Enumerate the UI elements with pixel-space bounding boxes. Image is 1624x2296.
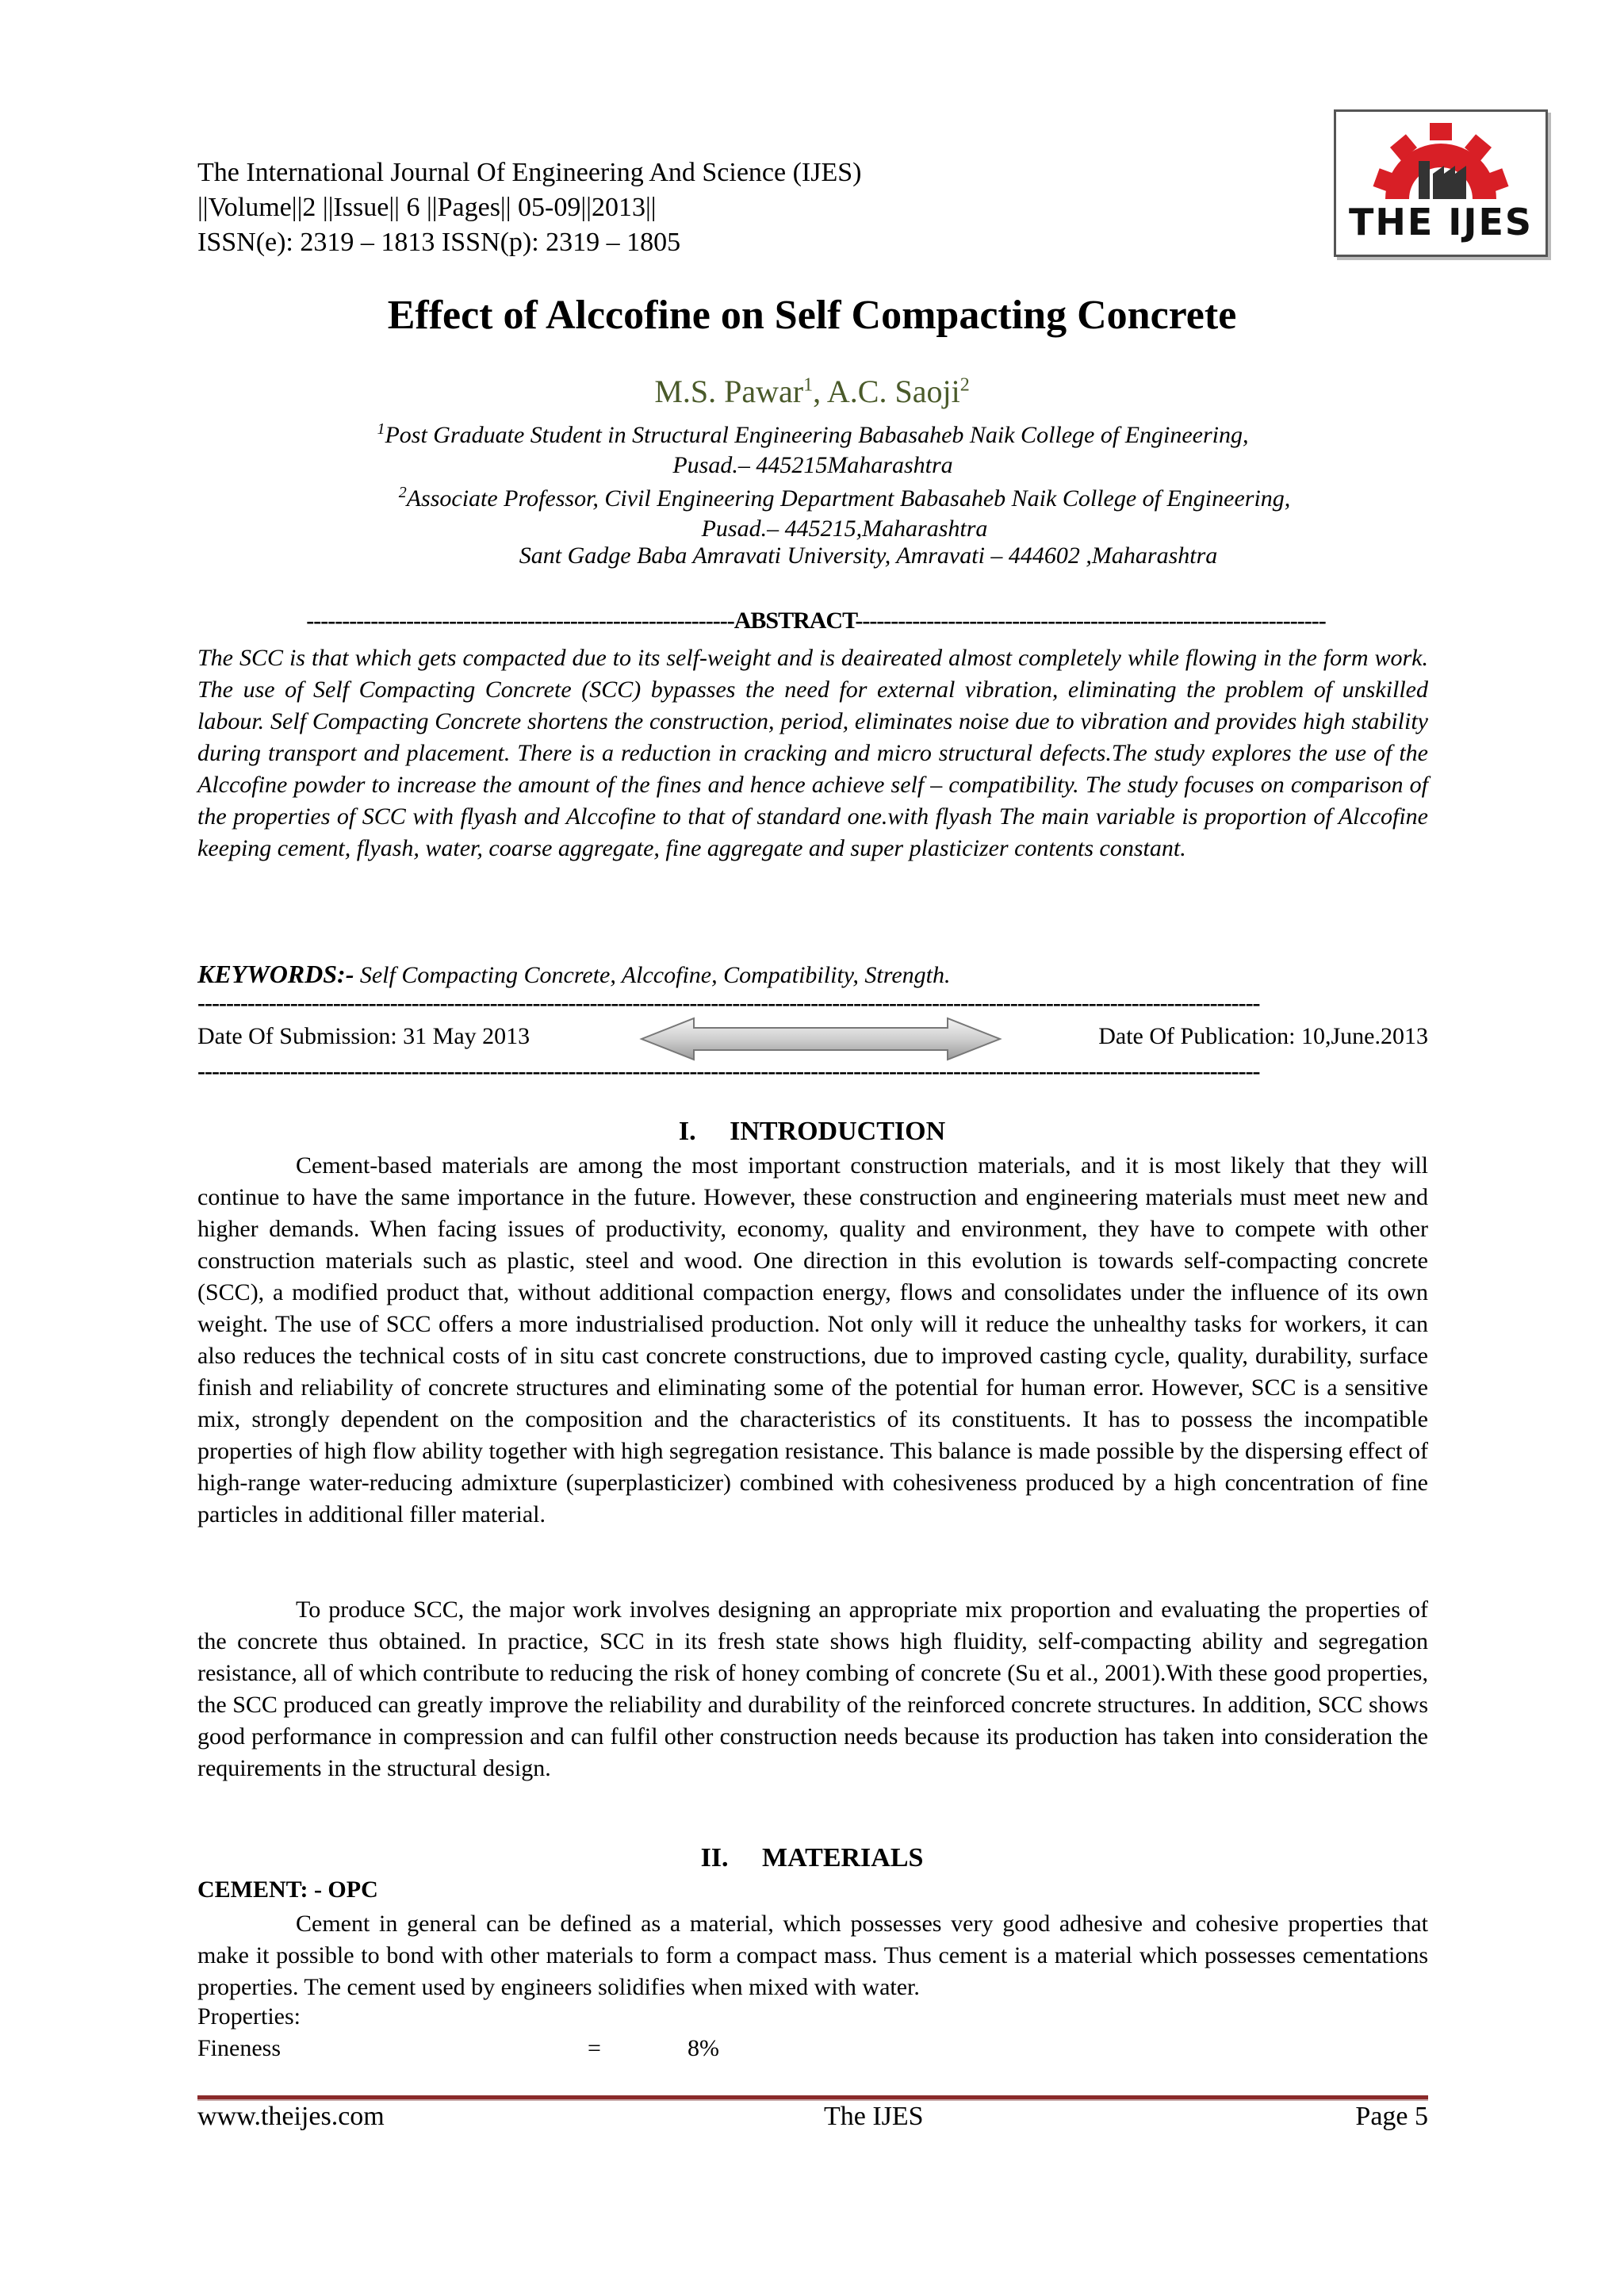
authors (0, 373, 1624, 410)
submission-date: Date Of Submission: 31 May 2013 (197, 1023, 530, 1049)
ijes-logo (1334, 109, 1548, 257)
affiliation-1-line2: Pusad.– 445215Maharashtra (672, 452, 953, 478)
gear-icon (1336, 112, 1545, 207)
section-introduction-heading (0, 1117, 1624, 1147)
fineness-equals: = (588, 2035, 601, 2061)
abstract-heading-label: ABSTRACT (733, 608, 856, 634)
keywords-label: KEYWORDS:- (197, 960, 354, 988)
section-2-number: II. (700, 1843, 729, 1872)
affiliation-3: Sant Gadge Baba Amravati University, Amravati – 444602 ,Maharashtra (519, 542, 1218, 569)
section-1-title: INTRODUCTION (730, 1117, 946, 1146)
author-2-sup: 2 (959, 374, 970, 396)
journal-volume: ||Volume||2 ||Issue|| 6 ||Pages|| 05-09||2013|| (197, 193, 657, 222)
fineness-label: Fineness (197, 2035, 281, 2061)
journal-issn: ISSN(e): 2319 – 1813 ISSN(p): 2319 – 1805 (197, 228, 681, 257)
properties-label: Properties: (197, 2003, 301, 2030)
abstract-heading (197, 608, 1434, 634)
author-1: M.S. Pawar (654, 374, 804, 409)
affiliation-1 (159, 414, 1467, 481)
logo-text: THE IJES (1348, 201, 1534, 243)
footer-rule (197, 2095, 1428, 2101)
author-2: A.C. Saoji (826, 374, 960, 409)
footer-page-number: Page 5 (1355, 2102, 1428, 2131)
author-sep: , (813, 374, 827, 409)
affiliation-2 (190, 477, 1499, 544)
fineness-row (197, 2035, 719, 2062)
cement-subheading: CEMENT: - OPC (197, 1876, 378, 1903)
section-materials-heading (0, 1843, 1624, 1873)
paper-title: Effect of Alccofine on Self Compacting Concrete (387, 293, 1237, 338)
fineness-value: 8% (688, 2035, 719, 2061)
affiliation-2-sup: 2 (398, 484, 407, 501)
journal-header (197, 155, 861, 260)
footer-journal: The IJES (824, 2102, 924, 2131)
intro-paragraph-2: To produce SCC, the major work involves designing an appropriate mix proportion and evaluating the properties of the concrete thus obtained. In practice, SCC in its fresh state shows high fluidity, self-compacting ability and segregation resistance, all of which contribute to reducing the risk of honey combing of concrete (Su et al., 2001).With these good properties, the SCC produced can greatly improve the reliability and durability of the reinforced concrete structures. In addition, SCC shows good performance in compression and can fulfil other construction needs because its production has taken into consideration the requirements in the structural design. (197, 1596, 1428, 1781)
intro-paragraph-1: Cement-based materials are among the most important construction materials, and it is most likely that they will continue to have the same importance in the future. However, these construction and engineering materials must meet new and higher demands. When facing issues of productivity, economy, quality and environment, they have to compete with other construction materials such as plastic, steel and wood. One direction in this evolution is towards self-compacting concrete (SCC), a modified product that, without additional compaction energy, flows and consolidates under the influence of its own weight. The use of SCC offers a more industrialised production. Not only will it reduce the unhealthy tasks for workers, it can also reduces the technical costs of in situ cast concrete constructions, due to improved casting cycle, quality, durability, surface finish and reliability of concrete structures and eliminating some of the potential for human error. However, SCC is a sensitive mix, strongly dependent on the composition and the characteristics of its constituents. It has to possess the incompatible properties of high flow ability together with high segregation resistance. This balance is made possible by the dispersing effect of high-range water-reducing admixture (superplasticizer) combined with cohesiveness produced by a high concentration of fine particles in additional filler material. (197, 1152, 1428, 1527)
keywords-text: Self Compacting Concrete, Alccofine, Compatibility, Strength. (354, 962, 951, 988)
affiliation-1-line1: Post Graduate Student in Structural Engineering Babasaheb Naik College of Engineering, (385, 422, 1249, 448)
double-arrow-icon (638, 1015, 1003, 1063)
keywords (197, 960, 950, 989)
affiliation-2-line2: Pusad.– 445215,Maharashtra (701, 516, 988, 542)
abstract-dashes-right: ------------------------------------------------------------------ (855, 608, 1326, 634)
author-1-sup: 1 (803, 374, 814, 396)
affiliation-1-sup: 1 (377, 420, 385, 438)
divider-bottom: ----------------------------------------------------------------------------------------------------------------------------------------------------- (197, 1058, 1260, 1084)
abstract-text: The SCC is that which gets compacted due to its self-weight and is deaireated almost completely while flowing in the form work. The use of Self Compacting Concrete (SCC) bypasses the need for external vibration, eliminating the problem of unskilled labour. Self Compacting Concrete shortens the construction, period, eliminates noise due to vibration and provides high stability during transport and placement. There is a reduction in cracking and micro structural defects.The study explores the use of the Alccofine powder to increase the amount of the fines and hence achieve self – compatibility. The study focuses on comparison of the properties of SCC with flyash and Alccofine to that of standard one.with flyash The main variable is proportion of Alccofine keeping cement, flyash, water, coarse aggregate, fine aggregate and super plasticizer contents constant. (197, 645, 1428, 861)
footer-website[interactable]: www.theijes.com (197, 2102, 385, 2131)
journal-name: The International Journal Of Engineering And Science (IJES) (197, 158, 862, 187)
section-1-number: I. (678, 1117, 696, 1146)
divider-top: ----------------------------------------------------------------------------------------------------------------------------------------------------- (197, 990, 1260, 1016)
abstract-dashes-left: ------------------------------------------------------------ (306, 608, 734, 634)
cement-paragraph: Cement in general can be defined as a material, which possesses very good adhesive and cohesive properties that make it possible to bond with other materials to form a compact mass. Thus cement is a material which possesses cementations properties. The cement used by engineers solidifies when mixed with water. (197, 1911, 1428, 2000)
section-2-title: MATERIALS (762, 1843, 924, 1872)
affiliation-2-line1: Associate Professor, Civil Engineering Department Babasaheb Naik College of Engineering, (406, 485, 1291, 512)
publication-date: Date Of Publication: 10,June.2013 (1098, 1023, 1428, 1049)
